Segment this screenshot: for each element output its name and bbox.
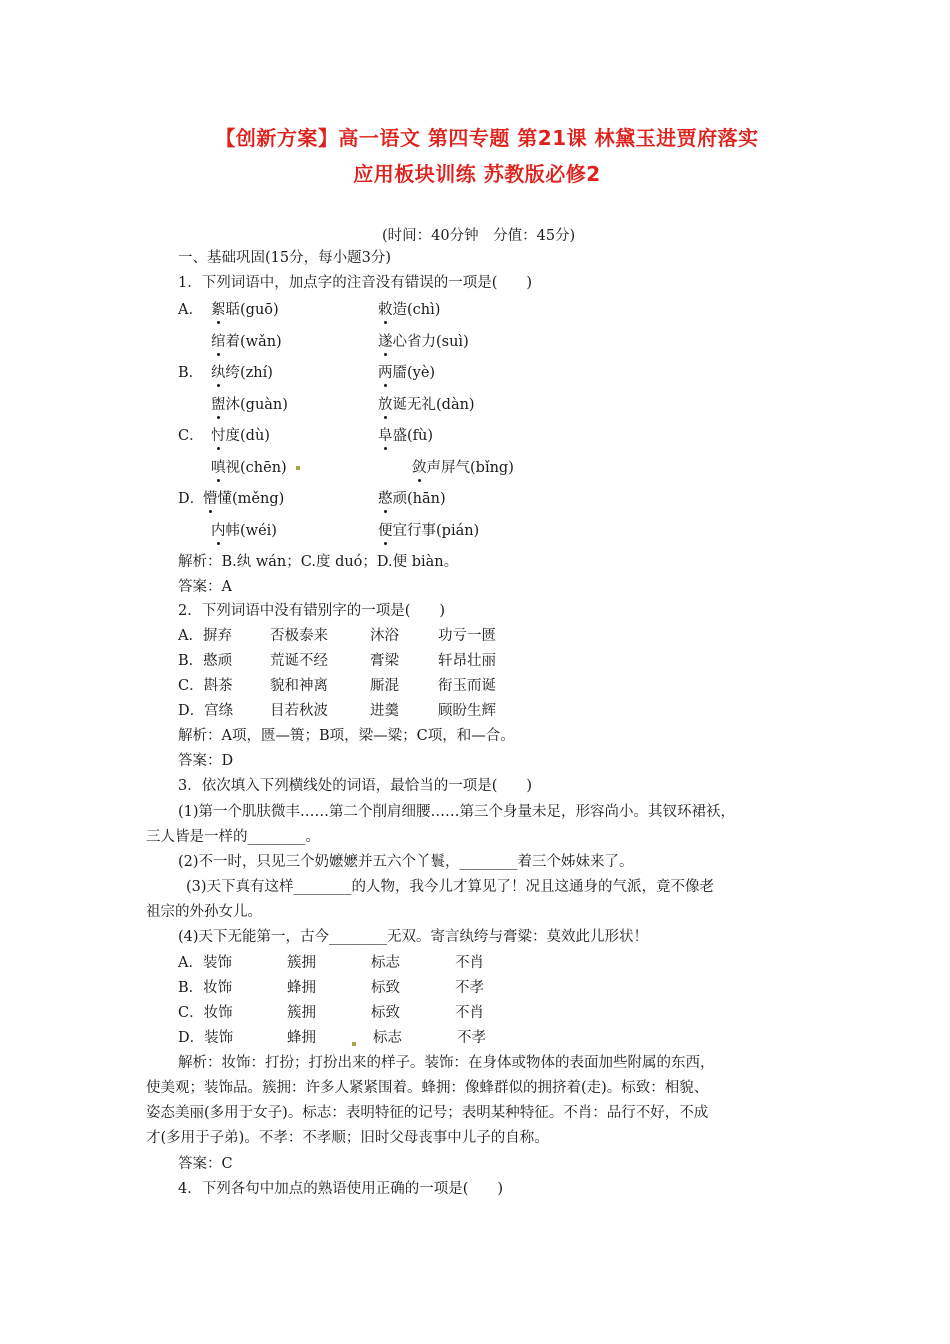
q3-row-a-c2: 簇拥 [287,955,316,971]
emphasis-dot-char: 憨 [378,491,393,507]
q2-row-b-c4: 轩昂壮丽 [438,653,496,669]
q1-option-b-word1: 纨绔(zhí) [211,365,273,381]
q1-option-d-word3: 内帏(wéi) [211,523,277,539]
q1-stem: 1．下列词语中，加点字的注音没有错误的一项是( ) [178,275,533,291]
q1-option-a-word3: 绾着(wǎn) [211,334,282,350]
q3-sentence1-a: (1)第一个肌肤微丰……第二个削肩细腰……第三个身量未足，形容尚小。其钗环裙袄， [178,804,736,820]
q3-sentence3-a: (3)天下真有这样________的人物，我今儿才算见了！况且这通身的气派，竟不像老 [186,879,715,895]
q3-stem: 3．依次填入下列横线处的词语，最恰当的一项是( ) [178,778,533,794]
q1-option-c-word3: 嗔视(chēn) [211,460,287,476]
q1-option-d-word1: 懵懂(měng) [203,491,285,507]
scan-mark [352,1042,356,1046]
q1-option-b-word2: 两靥(yè) [378,365,436,381]
q1-option-c-word4: 敛声屏气(bǐng) [412,460,514,476]
q2-row-a-c1: A．摒弃 [178,628,232,644]
q1-answer: 答案：A [178,579,232,595]
q2-row-a-c3: 沐浴 [370,628,399,644]
q3-analysis-line1: 解析：妆饰：打扮；打扮出来的样子。装饰：在身体或物体的表面加些附属的东西， [178,1055,715,1071]
q3-row-d-c4: 不孝 [457,1030,486,1046]
emphasis-dot-char: 遂 [378,334,393,350]
q2-row-c-c4: 衔玉而诞 [438,678,496,694]
q2-row-c-c1: C．斟茶 [178,678,233,694]
emphasis-dot-char: 内 [211,523,226,539]
q3-row-d-c3: 标志 [373,1030,402,1046]
q1-option-c-word2: 阜盛(fù) [378,428,434,444]
emphasis-dot-char: 阜 [378,428,393,444]
document-title-line2: 应用板块训练 苏教版必修2 [353,162,601,186]
q4-stem: 4．下列各句中加点的熟语使用正确的一项是( ) [178,1181,504,1197]
q2-stem: 2．下列词语中没有错别字的一项是( ) [178,603,446,619]
q2-row-c-c2: 貌和神离 [270,678,328,694]
q1-option-a-word2: 敕造(chì) [378,302,441,318]
q1-option-d-label: D． [178,491,205,507]
q3-sentence3-b: 祖宗的外孙女儿。 [146,904,262,920]
time-score-info: (时间：40分钟 分值：45分) [382,228,576,244]
q3-row-c-c3: 标致 [371,1005,400,1021]
emphasis-dot-char: 敕 [378,302,393,318]
q1-a-w1: 絮聒(guō) [211,302,279,318]
q1-analysis: 解析：B.纨 wán；C.度 duó；D.便 biàn。 [178,554,459,570]
q3-sentence1-b: 三人皆是一样的________。 [146,829,320,845]
q3-sentence2: (2)不一时，只见三个奶嬷嬷并五六个丫鬟，________着三个姊妹来了。 [178,854,634,870]
emphasis-dot-char: 放 [378,397,393,413]
q3-analysis-line2: 使美观；装饰品。簇拥：许多人紧紧围着。蜂拥：像蜂群似的拥挤着(走)。标致：相貌、 [146,1080,709,1096]
q3-row-b-c4: 不孝 [455,980,484,996]
q3-row-b-c3: 标致 [371,980,400,996]
q2-row-b-c1: B．憨顽 [178,653,233,669]
q3-row-c-c2: 簇拥 [287,1005,316,1021]
q1-option-b-label: B． [178,365,204,381]
q3-answer: 答案：C [178,1156,233,1172]
emphasis-dot-char: 两 [378,365,393,381]
q3-row-d-c2: 蜂拥 [287,1030,316,1046]
q3-row-a-c1: A．装饰 [178,955,232,971]
q1-option-d-word2: 憨顽(hān) [378,491,446,507]
q3-row-d-c1: D．装饰 [178,1030,234,1046]
q3-row-a-c3: 标志 [371,955,400,971]
emphasis-dot-char: 绾 [211,334,226,350]
emphasis-dot-char: 忖 [211,428,226,444]
emphasis-dot-char: 便 [378,523,393,539]
q3-row-b-c1: B．妆饰 [178,980,233,996]
q2-analysis: 解析：A项，匮—篑；B项，梁—粱；C项，和—合。 [178,728,515,744]
scan-mark [296,466,300,470]
q3-analysis-line4: 才(多用于子弟)。不孝：不孝顺；旧时父母丧事中儿子的自称。 [146,1130,549,1146]
document-title-line1: 【创新方案】高一语文 第四专题 第21课 林黛玉进贾府落实 [215,126,759,150]
q1-option-c-label: C． [178,428,204,444]
q1-option-a-label: A． [178,302,203,318]
q3-row-b-c2: 蜂拥 [287,980,316,996]
q2-row-d-c3: 进羹 [370,703,399,719]
q3-analysis-line3: 姿态美丽(多用于女子)。标志：表明特征的记号；表明某种特征。不肖：品行不好，不成 [146,1105,709,1121]
q2-row-d-c1: D．宫绦 [178,703,234,719]
q2-row-d-c2: 目若秋波 [270,703,328,719]
q2-row-a-c2: 否极泰来 [270,628,328,644]
q3-sentence4: (4)天下无能第一，古今________无双。寄言纨绔与膏粱：莫效此儿形状！ [178,929,649,945]
q3-row-c-c4: 不肖 [455,1005,484,1021]
q1-option-b-word3: 盥沐(guàn) [211,397,288,413]
q1-option-a-word4: 遂心省力(suì) [378,334,469,350]
section-heading: 一、基础巩固(15分，每小题3分) [178,250,391,266]
q1-option-c-word1: 忖度(dù) [211,428,270,444]
q3-row-a-c4: 不肖 [455,955,484,971]
q2-answer: 答案：D [178,753,234,769]
q2-row-a-c4: 功亏一匮 [438,628,496,644]
q2-row-c-c3: 厮混 [370,678,399,694]
q3-row-c-c1: C．妆饰 [178,1005,233,1021]
emphasis-dot-char: 嗔 [211,460,226,476]
q1-option-d-word4: 便宜行事(pián) [378,523,480,539]
q2-row-b-c2: 荒诞不经 [270,653,328,669]
emphasis-dot-char: 盥 [211,397,226,413]
q1-option-b-word4: 放诞无礼(dàn) [378,397,475,413]
q2-row-b-c3: 膏梁 [370,653,399,669]
emphasis-dot-char: 纨 [211,365,226,381]
emphasis-dot-char: 絮 [211,302,226,318]
q2-row-d-c4: 顾盼生辉 [438,703,496,719]
emphasis-dot-char: 懵 [203,491,218,507]
q1-option-a-word1 [211,300,279,320]
emphasis-dot-char: 敛 [412,460,427,476]
